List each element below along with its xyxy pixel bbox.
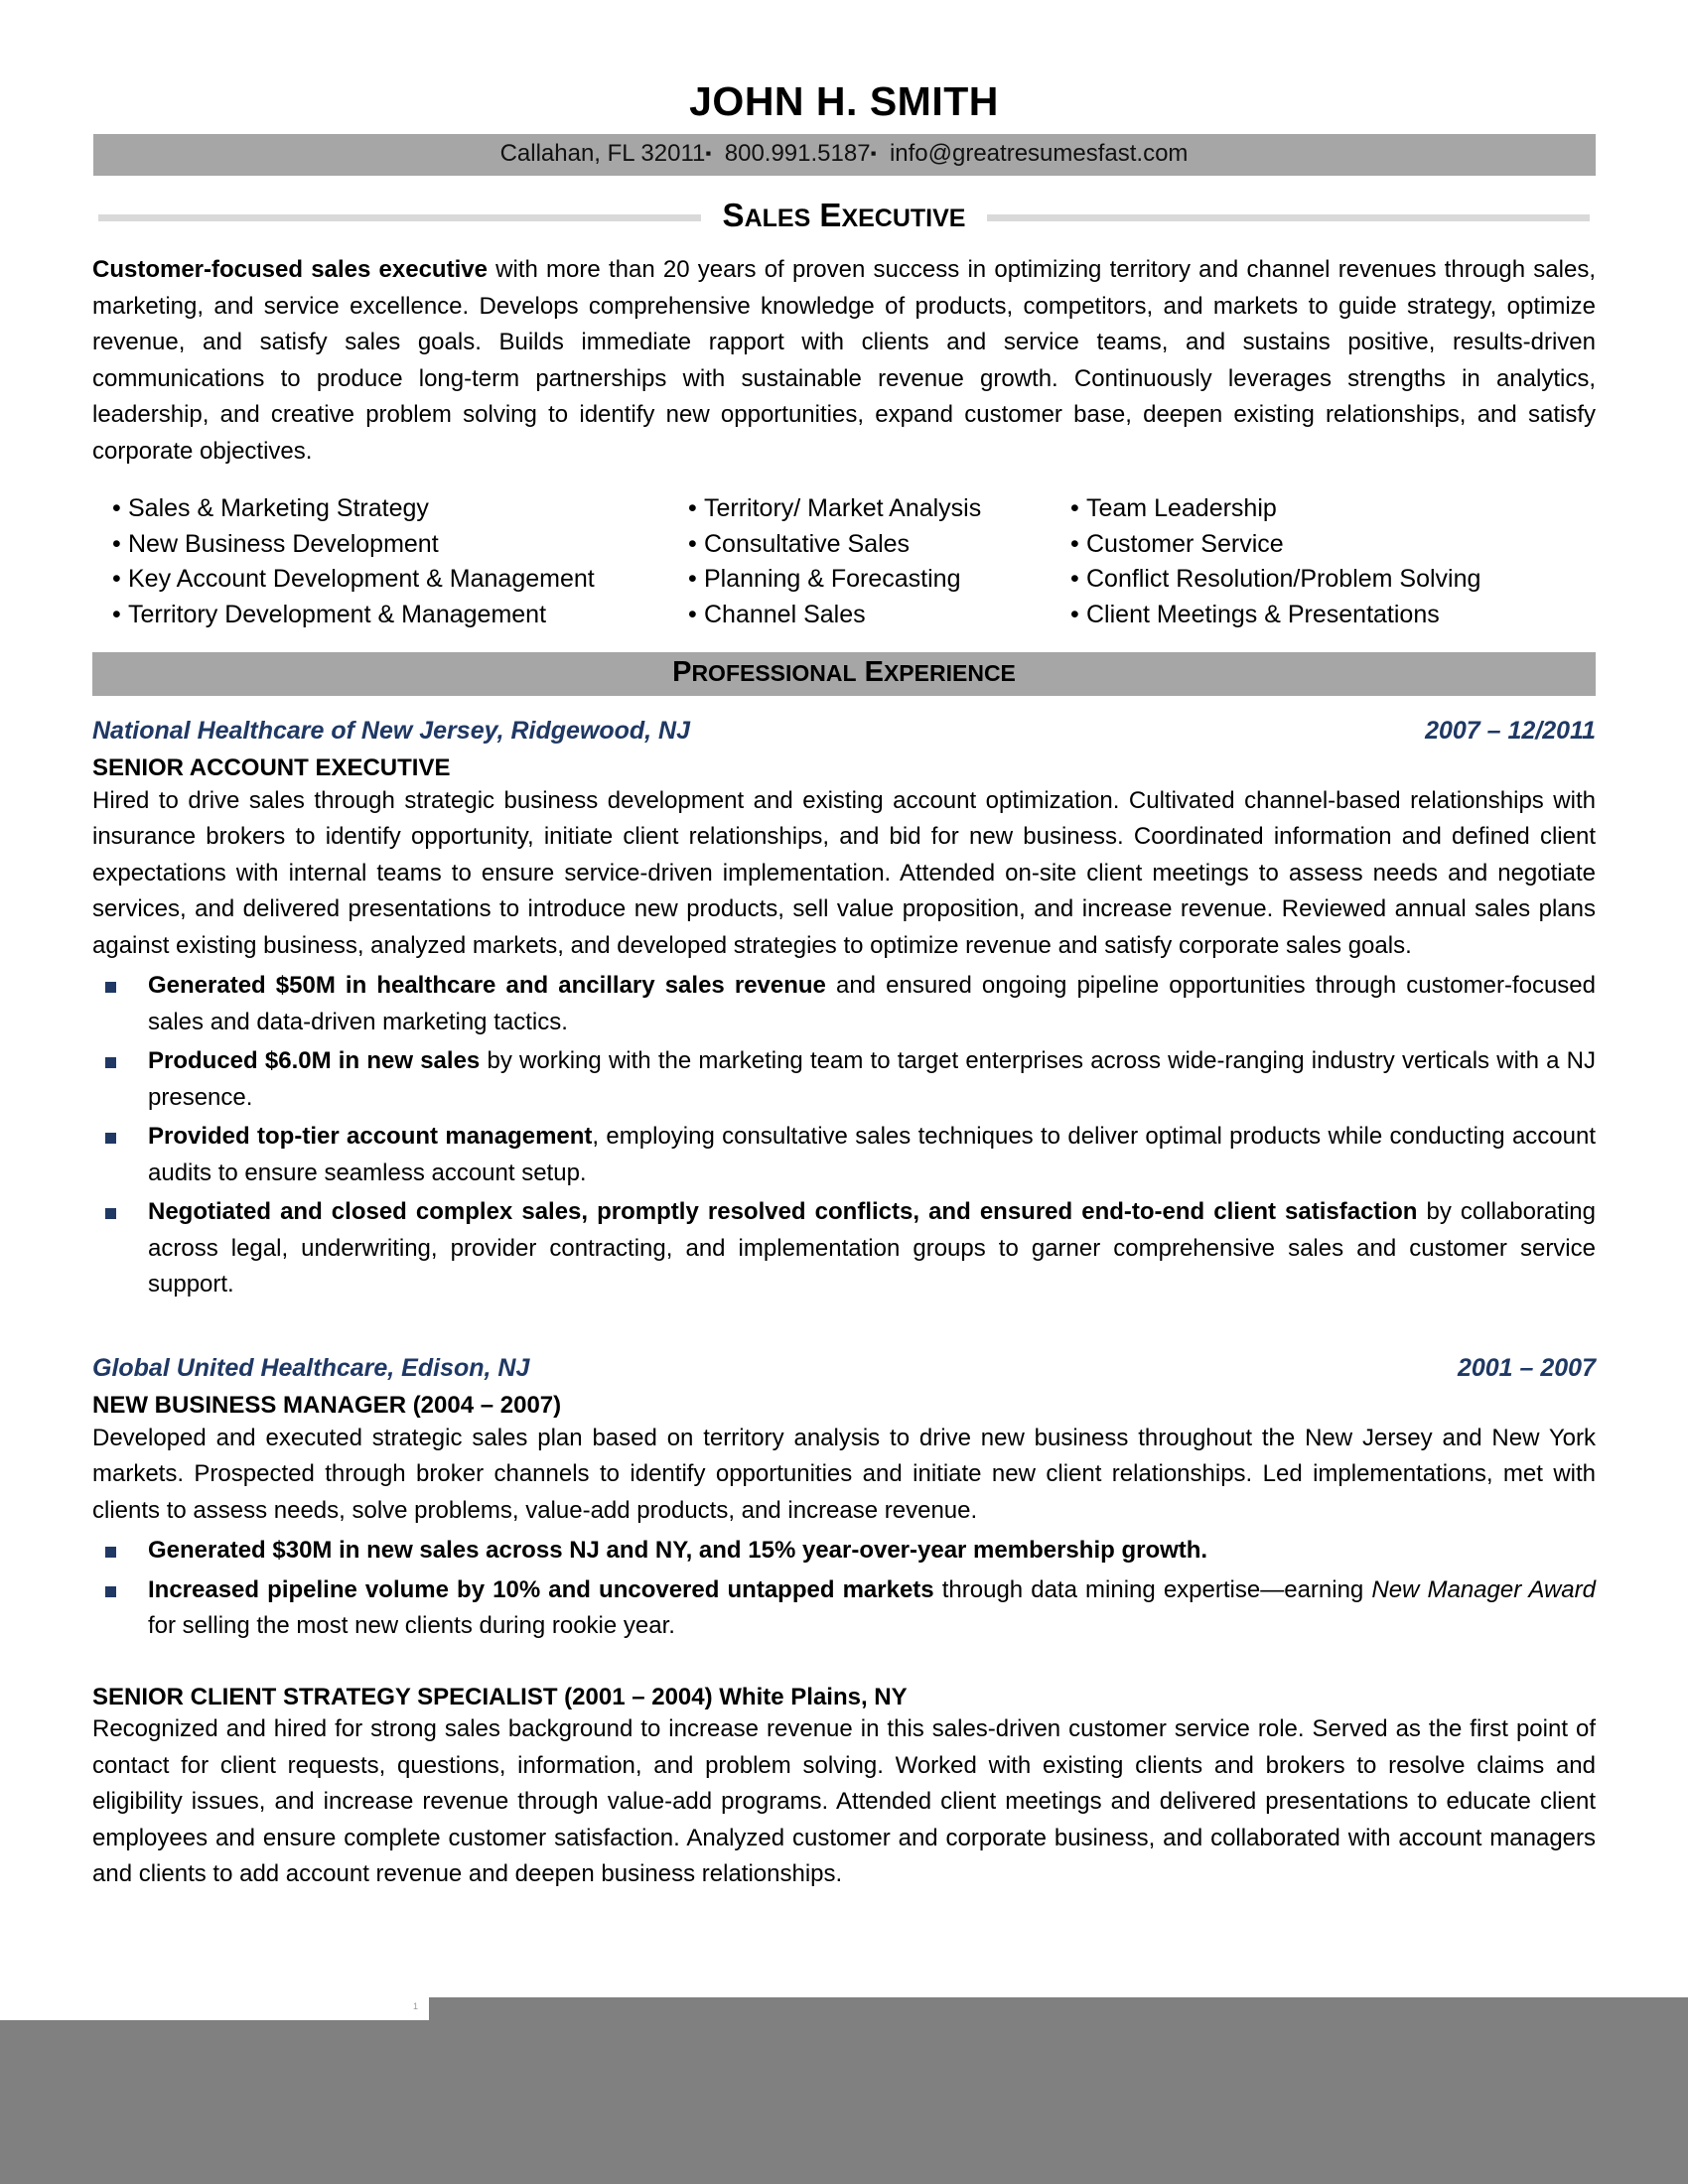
- achievement-highlight: Provided top-tier account management: [148, 1123, 593, 1151]
- job-header: [92, 1354, 1596, 1383]
- summary-text: with more than 20 years of proven success in optimizing territory and channel revenues through sales, marketing, and service excellence. Develops comprehensive knowledge of products, competitors, and markets to guide strategy, optimize revenue, and satisfy sales goals. Builds immediate rapport with clients and service teams, and sustains positive, results-driven communications to produce long-term partnerships with sustainable revenue growth. Continuously leverages strengths in analytics, leadership, and creative problem solving to identify new opportunities, expand customer base, deepen existing relationships, and satisfy corporate objectives.: [92, 256, 1596, 465]
- contact-separator-2: ▪: [870, 144, 877, 163]
- bullet-dot-icon: •: [112, 565, 121, 593]
- skill-label: Client Meetings & Presentations: [1086, 600, 1440, 628]
- bullet-dot-icon: •: [1070, 600, 1079, 628]
- bullet-dot-icon: •: [688, 529, 697, 558]
- section-header-professional-experience: [92, 652, 1596, 696]
- achievement-text: by collaborating across legal, underwriting, provider contracting, and implementation groups to garner comprehensive sales and customer service support.: [148, 1198, 1596, 1298]
- skill-label: New Business Development: [128, 529, 439, 558]
- job-entry: [92, 717, 1596, 1303]
- skill-item: [1070, 562, 1480, 598]
- page-title: JOHN H. SMITH: [689, 78, 999, 124]
- bullet-dot-icon: •: [1070, 565, 1079, 593]
- page-number-artifact: 1: [412, 2001, 419, 2011]
- skill-label: Sales & Marketing Strategy: [128, 494, 429, 522]
- list-item: [92, 1119, 1596, 1191]
- achievement-highlight: Increased pipeline volume by 10% and uncovered untapped markets: [148, 1575, 934, 1603]
- achievement-highlight: Generated $50M in healthcare and ancillary sales revenue: [148, 972, 826, 1000]
- achievement-highlight: Generated $30M in new sales across NJ and NY, and 15% year-over-year membership growth.: [148, 1537, 1208, 1565]
- section-smallcaps-2: XPERIENCE: [883, 660, 1016, 686]
- skill-label: Planning & Forecasting: [704, 565, 961, 593]
- headline-rule-right: [987, 214, 1590, 221]
- skill-item: [112, 491, 595, 527]
- list-item: [92, 968, 1596, 1040]
- bullet-dot-icon: •: [112, 529, 121, 558]
- summary-paragraph: [92, 252, 1596, 470]
- job-description: Hired to drive sales through strategic business development and existing account optimization. Cultivated channel-based relationships with insurance brokers to identify opportunity, initiate client relationships, and bid for new business. Coordinated information and defined client expectations with internal teams to ensure service-driven implementation. Attended on-site client meetings to assess needs and negotiate services, and delivered presentations to introduce new products, sell value proposition, and increase revenue. Reviewed annual sales plans against existing business, analyzed markets, and developed strategies to optimize revenue and satisfy corporate sales goals.: [92, 786, 1596, 959]
- skill-item: [688, 598, 981, 633]
- subrole-description: Recognized and hired for strong sales background to increase revenue in this sales-driven customer service role. Served as the first point of contact for client requests, questions, information, and problem solving. Worked with existing clients and brokers to resolve claims and eligibility issues, and increase revenue through value-add programs. Attended client meetings and delivered presentations to educate client employees and ensure complete customer satisfaction. Analyzed customer and corporate business, and collaborated with account managers and clients to add account revenue and deepen business relationships.: [92, 1715, 1596, 1888]
- skill-label: Customer Service: [1086, 529, 1284, 558]
- achievement-award-name: New Manager Award: [1371, 1575, 1596, 1603]
- skill-item: [688, 491, 981, 527]
- skill-label: Channel Sales: [704, 600, 866, 628]
- skill-label: Territory/ Market Analysis: [704, 494, 982, 522]
- achievement-highlight: Negotiated and closed complex sales, promptly resolved conflicts, and ensured end-to-end client satisfaction: [148, 1198, 1418, 1226]
- list-item: [92, 1194, 1596, 1303]
- job-dates: 2001 – 2007: [1457, 1353, 1596, 1382]
- skill-item: [112, 527, 595, 563]
- page-break-notch: [429, 1997, 1688, 2020]
- skill-item: [1070, 527, 1480, 563]
- subrole-spacer: [92, 1645, 1596, 1675]
- skill-item: [1070, 598, 1480, 633]
- headline-rule-left: [98, 214, 701, 221]
- section-cap-2: E: [864, 656, 884, 688]
- contact-separator-1: ▪: [705, 144, 712, 163]
- list-item: [92, 1572, 1596, 1645]
- skills-column-3: [1070, 491, 1480, 632]
- achievement-text: through data mining expertise—earning: [933, 1575, 1372, 1603]
- skill-label: Consultative Sales: [704, 529, 911, 558]
- skills-column-1: [112, 491, 595, 632]
- achievement-highlight: Produced $6.0M in new sales: [148, 1047, 481, 1075]
- list-item: [92, 1043, 1596, 1116]
- skill-label: Key Account Development & Management: [128, 565, 595, 593]
- skill-label: Territory Development & Management: [128, 600, 547, 628]
- resume-body: [92, 252, 1596, 1893]
- bullet-dot-icon: •: [112, 494, 121, 522]
- subrole-title: SENIOR CLIENT STRATEGY SPECIALIST (2001 – 2004) White Plains, NY: [92, 1683, 908, 1710]
- section-spacer: [92, 1303, 1596, 1333]
- bullet-dot-icon: •: [688, 494, 697, 522]
- bullet-dot-icon: •: [1070, 494, 1079, 522]
- headline-cap-2: E: [819, 196, 842, 233]
- job-achievements-list: [92, 1533, 1596, 1645]
- achievement-text: by working with the marketing team to target enterprises across wide-ranging industry verticals with a NJ presence.: [148, 1047, 1597, 1111]
- skill-item: [112, 598, 595, 633]
- bullet-dot-icon: •: [1070, 529, 1079, 558]
- achievement-text-tail: for selling the most new clients during rookie year.: [148, 1612, 675, 1640]
- skills-column-2: [688, 491, 981, 632]
- achievement-text: , employing consultative sales techniques to deliver optimal products while conducting account audits to ensure seamless account setup.: [148, 1123, 1597, 1186]
- contact-bar: [93, 134, 1596, 176]
- headline-smallcaps-1: ALES: [744, 204, 811, 232]
- job-dates: 2007 – 12/2011: [1425, 717, 1596, 745]
- job-company: Global United Healthcare, Edison, NJ: [92, 1353, 530, 1382]
- headline-row: [98, 196, 1590, 234]
- bullet-dot-icon: •: [688, 565, 697, 593]
- list-item: [92, 1533, 1596, 1570]
- skill-item: [688, 527, 981, 563]
- skill-item: [112, 562, 595, 598]
- core-competencies-grid: [92, 491, 1596, 638]
- bullet-dot-icon: •: [688, 600, 697, 628]
- section-smallcaps-1: ROFESSIONAL: [691, 660, 857, 686]
- summary-lead: Customer-focused sales executive: [92, 256, 488, 283]
- skill-label: Team Leadership: [1086, 494, 1277, 522]
- job-achievements-list: [92, 968, 1596, 1303]
- contact-email: info@greatresumesfast.com: [889, 140, 1189, 167]
- bullet-dot-icon: •: [112, 600, 121, 628]
- headline-title: [701, 196, 988, 233]
- job-company: National Healthcare of New Jersey, Ridgewood, NJ: [92, 717, 691, 745]
- skill-item: [1070, 491, 1480, 527]
- section-header-label: [672, 656, 1016, 688]
- skill-label: Conflict Resolution/Problem Solving: [1086, 565, 1481, 593]
- contact-location: Callahan, FL 32011: [499, 140, 706, 167]
- headline-cap-1: S: [722, 196, 745, 233]
- contact-phone: 800.991.5187: [724, 140, 871, 167]
- achievement-text: and ensured ongoing pipeline opportunities through customer-focused sales and data-driven marketing tactics.: [148, 972, 1597, 1035]
- job-header: [92, 717, 1596, 746]
- job-entry: [92, 1354, 1596, 1893]
- job-title: NEW BUSINESS MANAGER (2004 – 2007): [92, 1391, 562, 1419]
- skill-item: [688, 562, 981, 598]
- job-description: Developed and executed strategic sales plan based on territory analysis to drive new business throughout the New Jersey and New York markets. Prospected through broker channels to identify opportunities and initiate new client relationships. Led implementations, met with clients to assess needs, solve problems, value-add products, and increase revenue.: [92, 1424, 1596, 1524]
- job-title: SENIOR ACCOUNT EXECUTIVE: [92, 754, 451, 781]
- section-cap-1: P: [672, 656, 692, 688]
- headline-smallcaps-2: XECUTIVE: [841, 204, 966, 232]
